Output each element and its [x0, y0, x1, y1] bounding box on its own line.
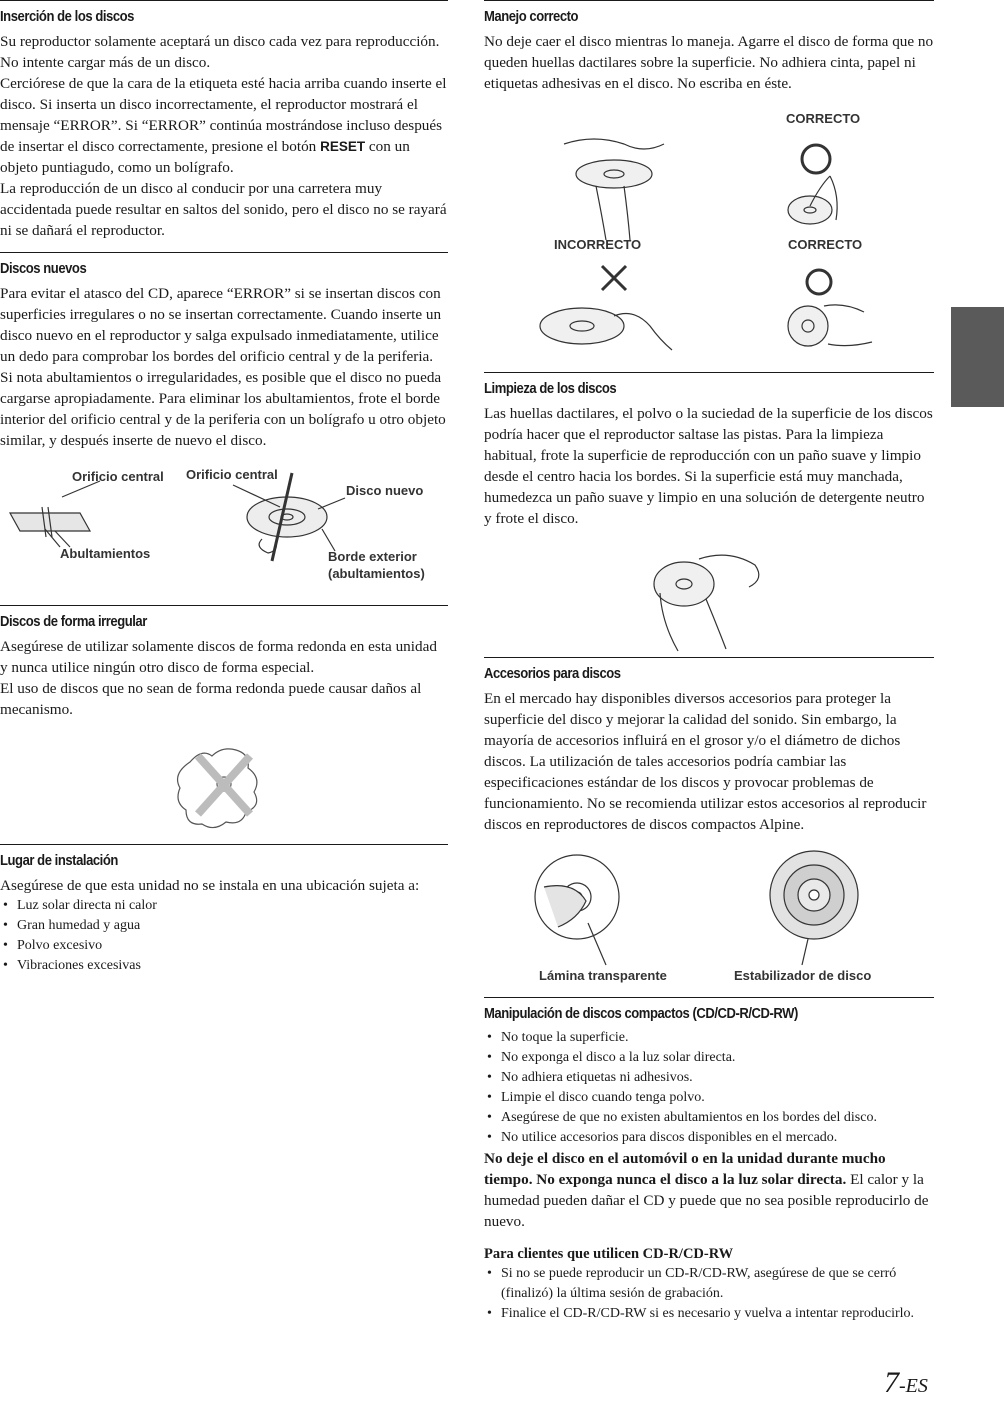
cleaning-figure: [484, 529, 934, 657]
disc-pen-drawing: [233, 473, 345, 561]
borde-label-2: (abultamientos): [328, 566, 425, 581]
limpieza-p1: Las huellas dactilares, el polvo o la suciedad de la superficie de los discos podría hacer que el reproductor saltase las pistas. Para la limpieza habitual, frote la superficie de reproducción con un paño suave y limpio desde el centro hacia los bordes. Si la superficie está muy manchada, humedezca un paño suave y limpio en una solución de detergente neutro y frote el disco.: [484, 405, 933, 527]
list-item: • No toque la superficie.: [484, 1028, 934, 1048]
list-item: • No exponga el disco a la luz solar directa.: [484, 1048, 934, 1068]
accessories-figure: [484, 835, 934, 987]
manipulacion-list: [484, 1028, 934, 1148]
lamina-label: Lámina transparente: [539, 968, 667, 983]
list-item: • Vibraciones excesivas: [0, 956, 448, 976]
manejo-p1: No deje caer el disco mientras lo maneja. Agarre el disco de forma que no queden huellas dactilares sobre la superficie. No adhiera cinta, papel ni etiquetas adhesivas en el disco. No escriba en éste.: [484, 33, 934, 92]
hand-with-discs-drawing: [564, 139, 664, 240]
abultamientos-label: Abultamientos: [60, 546, 151, 561]
lugar-list: [0, 896, 448, 976]
insercion-p3: La reproducción de un disco al conducir por una carretera muy accidentada puede resultar en saltos del sonido, pero el disco no se rayará ni se dañará el reproductor.: [0, 180, 447, 239]
list-item: • Finalice el CD-R/CD-RW si es necesario y vuelva a intentar reproducirlo.: [484, 1304, 934, 1324]
warning-paragraph: No deje el disco en el automóvil o en la unidad durante mucho tiempo. No exponga nunca el disco a la luz solar directa. El calor y la humedad pueden dañar el CD y puede que no sea posible reproducirlo de nuevo.: [484, 1150, 929, 1230]
irregular-p2: El uso de discos que no sean de forma redonda puede causar daños al mecanismo.: [0, 680, 422, 718]
list-item: • No adhiera etiquetas ni adhesivos.: [484, 1068, 934, 1088]
irregular-disc-figure: [0, 720, 448, 838]
nuevos-p1: Para evitar el atasco del CD, aparece “ERROR” si se insertan discos con superficies irregulares o no se insertan correctamente. Cuando inserte un disco nuevo en el reproductor y salga expulsado inmediatamente, utilice un dedo para comprobar los bordes del orificio central y de la periferia. Si nota abultamientos o irregularidades, es posible que el disco no pueda cargarse apropiadamente. Para eliminar los abultamientos, frote el borde interior del orificio central y de la periferia con un bolígrafo u otro objeto similar, y después inserte de nuevo el disco.: [0, 285, 446, 449]
section-tab-marker: [951, 307, 1004, 407]
incorrect-cross-icon: [602, 266, 626, 290]
section-lugar: [0, 844, 448, 976]
estabilizador-label: Estabilizador de disco: [734, 968, 872, 983]
heading-manipulacion: Manipulación de discos compactos (CD/CD-R/CD-RW): [484, 1006, 798, 1022]
new-disc-figure: [0, 451, 448, 601]
list-item: • Polvo excesivo: [0, 936, 448, 956]
list-item: • Si no se puede reproducir un CD-R/CD-RW, asegúrese de que se cerró (finalizó) la última sesión de grabación.: [484, 1264, 934, 1304]
irregular-p1: Asegúrese de utilizar solamente discos de forma redonda en esta unidad y nunca utilice ningún otro disco de forma especial.: [0, 638, 437, 676]
heading-nuevos: Discos nuevos: [0, 261, 87, 277]
list-item: • Gran humedad y agua: [0, 916, 448, 936]
handling-figure: [484, 94, 934, 372]
orificio-label-2: Orificio central: [186, 467, 278, 482]
correcto-label-1: CORRECTO: [786, 111, 861, 126]
heading-limpieza: Limpieza de los discos: [484, 381, 617, 397]
correct-circle-icon-2: [807, 270, 831, 294]
insercion-p2: Cerciórese de que la cara de la etiqueta esté hacia arriba cuando inserte el disco. Si inserta un disco incorrectamente, el reproductor mostrará el mensaje “ERROR”. Si “ERROR” continúa mostrándose incluso después de insertar el disco correctamente, presione el botón RESET con un objeto puntiagudo, como un bolígrafo.: [0, 75, 447, 176]
page-number: 7-ES: [884, 1366, 928, 1399]
accesorios-p1: En el mercado hay disponibles diversos accesorios para proteger la superficie del disco y mejorar la calidad del sonido. Sin embargo, la mayoría de accesorios influirá en el grosor y/o el diámetro de dichos discos. La utilización de tales accesorios podría cambiar las especificaciones estándar de los discos y provocar problemas de funcionamiento. No se recomienda utilizar estos accesorios al reproducir discos en reproductores de discos compactos Alpine.: [484, 690, 927, 833]
transparent-sheet-disc-drawing: [535, 855, 619, 965]
list-item: • Limpie el disco cuando tenga polvo.: [484, 1088, 934, 1108]
section-nuevos: [0, 252, 448, 601]
lugar-p1: Asegúrese de que esta unidad no se instala en una ubicación sujeta a:: [0, 877, 420, 894]
incorrect-hold-disc-drawing: [540, 308, 672, 350]
disco-nuevo-label: Disco nuevo: [346, 483, 424, 498]
borde-label-1: Borde exterior: [328, 549, 417, 564]
section-manejo: [484, 0, 934, 372]
section-accesorios: [484, 657, 934, 987]
heading-insercion: Inserción de los discos: [0, 9, 134, 25]
section-insercion: [0, 0, 448, 241]
cdr-list: [484, 1264, 934, 1324]
left-column: [0, 0, 448, 976]
cdr-subtitle: Para clientes que utilicen CD-R/CD-RW: [484, 1246, 734, 1262]
orificio-label-1: Orificio central: [72, 469, 164, 484]
insercion-p1: Su reproductor solamente aceptará un disco cada vez para reproducción. No intente cargar más de un disco.: [0, 33, 440, 71]
reset-key: RESET: [320, 139, 366, 154]
section-irregular: [0, 605, 448, 838]
cleaning-disc-drawing: [654, 555, 759, 651]
correcto-label-2: CORRECTO: [788, 237, 863, 252]
correct-grip-disc-drawing: [788, 305, 872, 346]
correct-circle-icon: [802, 145, 830, 173]
heading-manejo: Manejo correcto: [484, 9, 579, 25]
incorrecto-label: INCORRECTO: [554, 237, 642, 252]
heading-irregular: Discos de forma irregular: [0, 614, 147, 630]
list-item: • Asegúrese de que no existen abultamientos en los bordes del disco.: [484, 1108, 934, 1128]
stabilizer-disc-drawing: [770, 851, 858, 965]
list-item: • No utilice accesorios para discos disponibles en el mercado.: [484, 1128, 934, 1148]
correct-hold-disc-drawing: [788, 176, 837, 224]
heading-lugar: Lugar de instalación: [0, 853, 118, 869]
disc-cross-section-drawing: [10, 481, 100, 547]
right-column: [484, 0, 934, 1324]
section-manipulacion: [484, 997, 934, 1324]
section-limpieza: [484, 372, 934, 657]
list-item: • Luz solar directa ni calor: [0, 896, 448, 916]
heading-accesorios: Accesorios para discos: [484, 666, 621, 682]
